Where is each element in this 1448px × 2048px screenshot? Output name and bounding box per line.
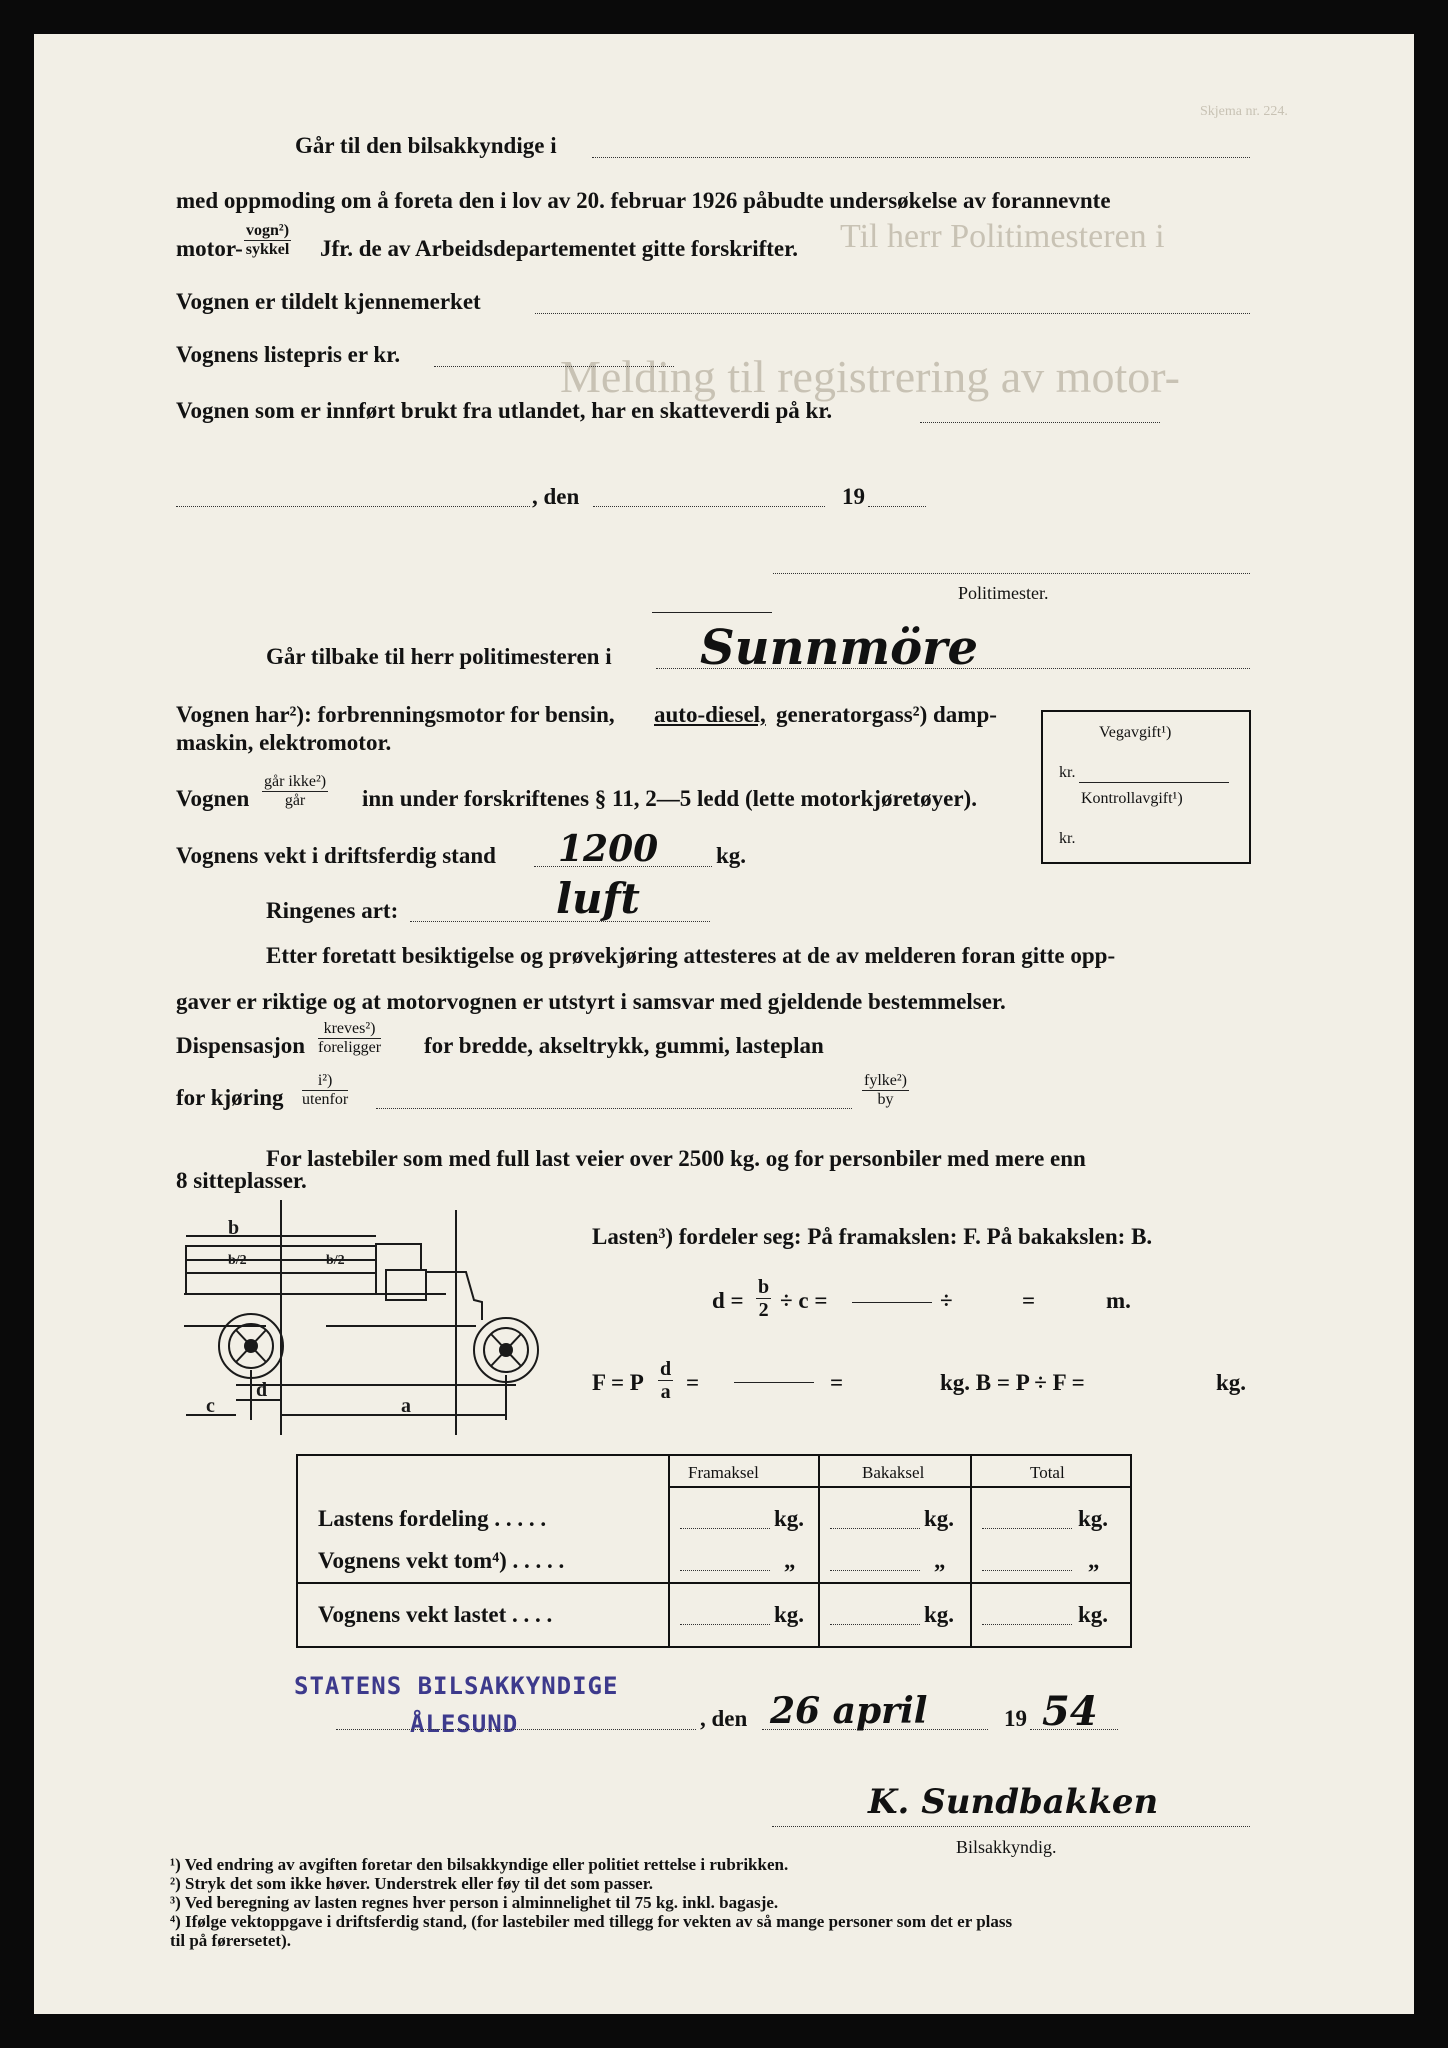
official-stamp-line1: STATENS BILSAKKYNDIGE [294, 1672, 619, 1700]
table-cell-field[interactable] [982, 1624, 1072, 1625]
table-cell: kg. [774, 1602, 805, 1627]
engine-label-b: generatorgass²) damp- [776, 702, 997, 727]
formula1-field-1[interactable] [852, 1302, 932, 1303]
formula1-rest: ÷ c = [780, 1288, 828, 1313]
table-cell: kg. [774, 1506, 805, 1531]
trucks-line1: For lastebiler som med full last veier over 2500 kg. og for personbiler med mere enn [266, 1146, 1086, 1171]
list-price-label: Vognens listepris er kr. [176, 342, 401, 367]
table-cell-field[interactable] [680, 1570, 770, 1571]
formula2-lhs: F = P [592, 1370, 644, 1395]
weight-table [296, 1454, 1132, 1648]
attestation-line1: Etter foretatt besiktigelse og prøvekjøring attesteres at de av melderen foran gitte opp- [266, 943, 1116, 968]
inspector-signature: K. Sundbakken [868, 1782, 1159, 1822]
table-row-label: Lastens fordeling . . . . . [318, 1506, 547, 1531]
tyres-handwriting: luft [556, 874, 640, 923]
regulations-text: Jfr. de av Arbeidsdepartementet gitte forskrifter. [320, 236, 798, 261]
weight-unit: kg. [716, 843, 747, 868]
formula1-fraction: $\frac{b}{2}$ [758, 1276, 770, 1321]
formula1-eq: = [1022, 1288, 1036, 1313]
motor-prefix: motor- [176, 236, 243, 261]
table-cell-field[interactable] [982, 1570, 1072, 1571]
motor-type-fraction: vogn²) sykkel [245, 222, 290, 258]
return-to-label: Går tilbake til herr politimesteren i [266, 644, 612, 669]
bleed-through-address: Til herr Politimesteren i [840, 218, 1165, 255]
table-cell: kg. [1078, 1602, 1109, 1627]
tyres-label: Ringenes art: [266, 898, 399, 923]
light-vehicle-fraction: går ikke²) går [264, 773, 327, 809]
list-price-field[interactable] [434, 366, 674, 367]
footnote-4-cont: til på førersetet). [170, 1931, 291, 1950]
dispensation-text: for bredde, akseltrykk, gummi, lasteplan [424, 1033, 824, 1058]
formula2-unit: kg. [1216, 1370, 1247, 1395]
control-fee-label: Kontrollavgift¹) [1081, 790, 1183, 807]
dispensation-fraction: kreves²) foreligger [318, 1020, 382, 1056]
inspector-place-field[interactable] [592, 157, 1250, 158]
engine-label-a: Vognen har²): forbrenningsmotor for bensin, [176, 702, 615, 727]
table-cell-field[interactable] [982, 1528, 1072, 1529]
inspector-title: Bilsakkyndig. [956, 1837, 1057, 1857]
formula2-field-1[interactable] [734, 1382, 814, 1383]
signing-year-label: 19 [1004, 1706, 1027, 1731]
load-distribution-text: Lasten³) fordeler seg: På framakslen: F. På bakakslen: B. [592, 1224, 1153, 1249]
sent-to-label: Går til den bilsakkyndige i [295, 133, 557, 158]
import-value-field[interactable] [920, 422, 1160, 423]
signing-place-field[interactable] [336, 1729, 696, 1730]
table-cell-field[interactable] [680, 1528, 770, 1529]
date-year-label: 19 [842, 484, 865, 509]
footnote-3: ³) Ved beregning av lasten regnes hver person i alminnelighet til 75 kg. inkl. bagasje. [170, 1893, 779, 1912]
diagram-label-c: c [206, 1395, 215, 1417]
road-tax-kr: kr. [1059, 764, 1076, 781]
signing-year-handwriting: 54 [1042, 1688, 1098, 1735]
footnote-1: ¹) Ved endring av avgiften foretar den bilsakkyndige eller politiet rettelse i rubrikken. [170, 1855, 789, 1874]
county-fraction: fylke²) by [864, 1072, 907, 1108]
table-cell-field[interactable] [830, 1624, 920, 1625]
registration-mark-label: Vognen er tildelt kjennemerket [176, 289, 481, 314]
weight-label: Vognens vekt i driftsferdig stand [176, 843, 496, 868]
table-cell: kg. [924, 1602, 955, 1627]
table-row-label: Vognens vekt tom⁴) . . . . . [318, 1548, 565, 1573]
signing-den-label: , den [700, 1706, 748, 1731]
formula2-eq2: = [830, 1370, 844, 1395]
date-place-field[interactable] [176, 506, 530, 507]
formula1-div: ÷ [940, 1288, 953, 1313]
col-rear-axle: Bakaksel [862, 1463, 925, 1482]
signing-date-handwriting: 26 april [770, 1690, 928, 1732]
road-tax-label: Vegavgift¹) [1099, 724, 1172, 741]
formula2-eq1: = [686, 1370, 700, 1395]
truck-axle-diagram [176, 1200, 556, 1440]
year-field[interactable] [868, 506, 926, 507]
separator-line [652, 612, 772, 613]
diagram-label-a: a [401, 1395, 411, 1417]
request-text: med oppmoding om å foreta den i lov av 20. februar 1926 påbudte undersøkelse av forannevnte [176, 188, 1111, 213]
col-total: Total [1030, 1463, 1065, 1482]
diagram-label-d: d [256, 1379, 268, 1401]
official-stamp-line2: ÅLESUND [410, 1710, 519, 1738]
driving-fraction: i²) utenfor [302, 1072, 349, 1108]
inspector-signature-field[interactable] [772, 1826, 1250, 1827]
table-row-label: Vognens vekt lastet . . . . [318, 1602, 553, 1627]
dispensation-prefix: Dispensasjon [176, 1033, 306, 1058]
formula1-unit: m. [1106, 1288, 1131, 1313]
fees-box [1041, 710, 1251, 864]
table-cell: kg. [924, 1506, 955, 1531]
formula1-lhs: d = [712, 1288, 744, 1313]
weight-handwriting: 1200 [558, 828, 659, 870]
light-vehicle-text: inn under forskriftenes § 11, 2—5 ledd (lette motorkjøretøyer). [362, 786, 977, 811]
diagram-label-b-half: b/2 [228, 1253, 247, 1268]
table-cell: „ [784, 1548, 796, 1573]
diagram-label-b: b [228, 1217, 240, 1239]
form-number: Skjema nr. 224. [1200, 104, 1288, 119]
date-field[interactable] [593, 506, 825, 507]
table-cell-field[interactable] [680, 1624, 770, 1625]
footnote-2: ²) Stryk det som ikke høver. Understrek eller føy til det som passer. [170, 1874, 653, 1893]
formula2-mid: kg. B = P ÷ F = [940, 1370, 1085, 1395]
table-cell: „ [934, 1548, 946, 1573]
light-vehicle-prefix: Vognen [176, 786, 250, 811]
engine-label-line2: maskin, elektromotor. [176, 730, 392, 755]
trucks-line2: 8 sitteplasser. [176, 1168, 307, 1193]
diagram-label-b-half-2: b/2 [326, 1253, 345, 1268]
table-cell-field[interactable] [830, 1570, 920, 1571]
registration-mark-field[interactable] [535, 313, 1250, 314]
formula2-fraction: $\frac{d}{a}$ [660, 1358, 672, 1403]
driving-prefix: for kjøring [176, 1085, 284, 1110]
footnote-4: ⁴) Ifølge vektoppgave i driftsferdig stand, (for lastebiler med tillegg for vekten av så mange personer som det er plass [170, 1912, 1013, 1931]
import-value-label: Vognen som er innført brukt fra utlandet, har en skatteverdi på kr. [176, 398, 833, 423]
police-chief-title: Politimester. [958, 583, 1049, 603]
engine-auto-diesel: auto-diesel, [654, 702, 766, 727]
road-tax-field[interactable] [1079, 782, 1229, 783]
police-signature-field[interactable] [773, 573, 1250, 574]
table-cell: kg. [1078, 1506, 1109, 1531]
attestation-line2: gaver er riktige og at motorvognen er utstyrt i samsvar med gjeldende bestemmelser. [176, 989, 1006, 1014]
col-front-axle: Framaksel [688, 1463, 759, 1482]
bleed-through-heading: Melding til registrering av motor- [560, 351, 1180, 402]
table-cell: „ [1088, 1548, 1100, 1573]
return-place-handwriting: Sunnmöre [700, 620, 978, 676]
control-fee-kr: kr. [1059, 830, 1076, 847]
table-cell-field[interactable] [830, 1528, 920, 1529]
driving-area-field[interactable] [376, 1108, 852, 1109]
date-den-label: , den [532, 484, 580, 509]
